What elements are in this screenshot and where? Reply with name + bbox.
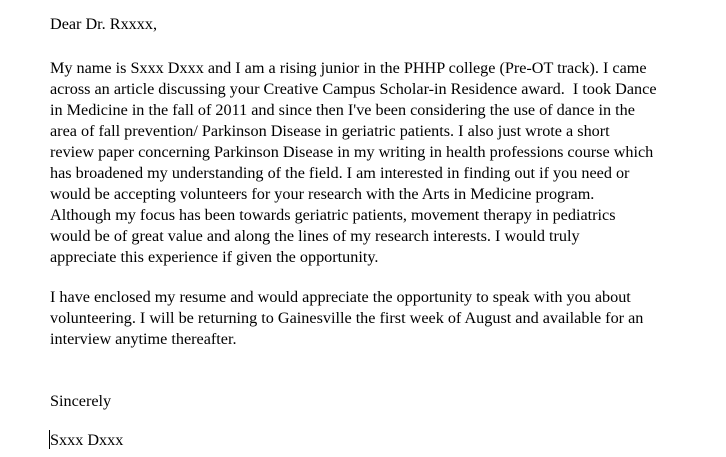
paragraph-2-line-3: interview anytime thereafter. [50, 330, 237, 348]
paragraph-1-line-6: has broadened my understanding of the field. I am interested in finding out if you need or [50, 164, 630, 182]
paragraph-1-line-8: Although my focus has been towards geriatric patients, movement therapy in pediatrics [50, 206, 616, 224]
paragraph-1-line-10: appreciate this experience if given the opportunity. [50, 248, 379, 266]
closing: Sincerely [50, 392, 112, 410]
paragraph-2-line-2: volunteering. I will be returning to Gainesville the first week of August and available for an [50, 309, 644, 327]
paragraph-1-line-9: would be of great value and along the lines of my research interests. I would truly [50, 227, 580, 245]
paragraph-1-line-7: would be accepting volunteers for your research with the Arts in Medicine program. [50, 185, 595, 203]
paragraph-2-line-1: I have enclosed my resume and would appreciate the opportunity to speak with you about [50, 288, 631, 306]
text-cursor [49, 430, 50, 449]
salutation: Dear Dr. Rxxxx, [50, 15, 157, 33]
paragraph-1-line-1: My name is Sxxx Dxxx and I am a rising junior in the PHHP college (Pre-OT track). I came [50, 59, 647, 77]
paragraph-1-line-3: in Medicine in the fall of 2011 and since then I've been considering the use of dance in the [50, 101, 635, 119]
paragraph-1-line-2: across an article discussing your Creative Campus Scholar-in Residence award. I took Dance [50, 80, 657, 98]
paragraph-1-line-4: area of fall prevention/ Parkinson Disease in geriatric patients. I also just wrote a short [50, 122, 610, 140]
signature: Sxxx Dxxx [50, 431, 124, 449]
paragraph-1-line-5: review paper concerning Parkinson Disease in my writing in health professions course which [50, 143, 654, 161]
